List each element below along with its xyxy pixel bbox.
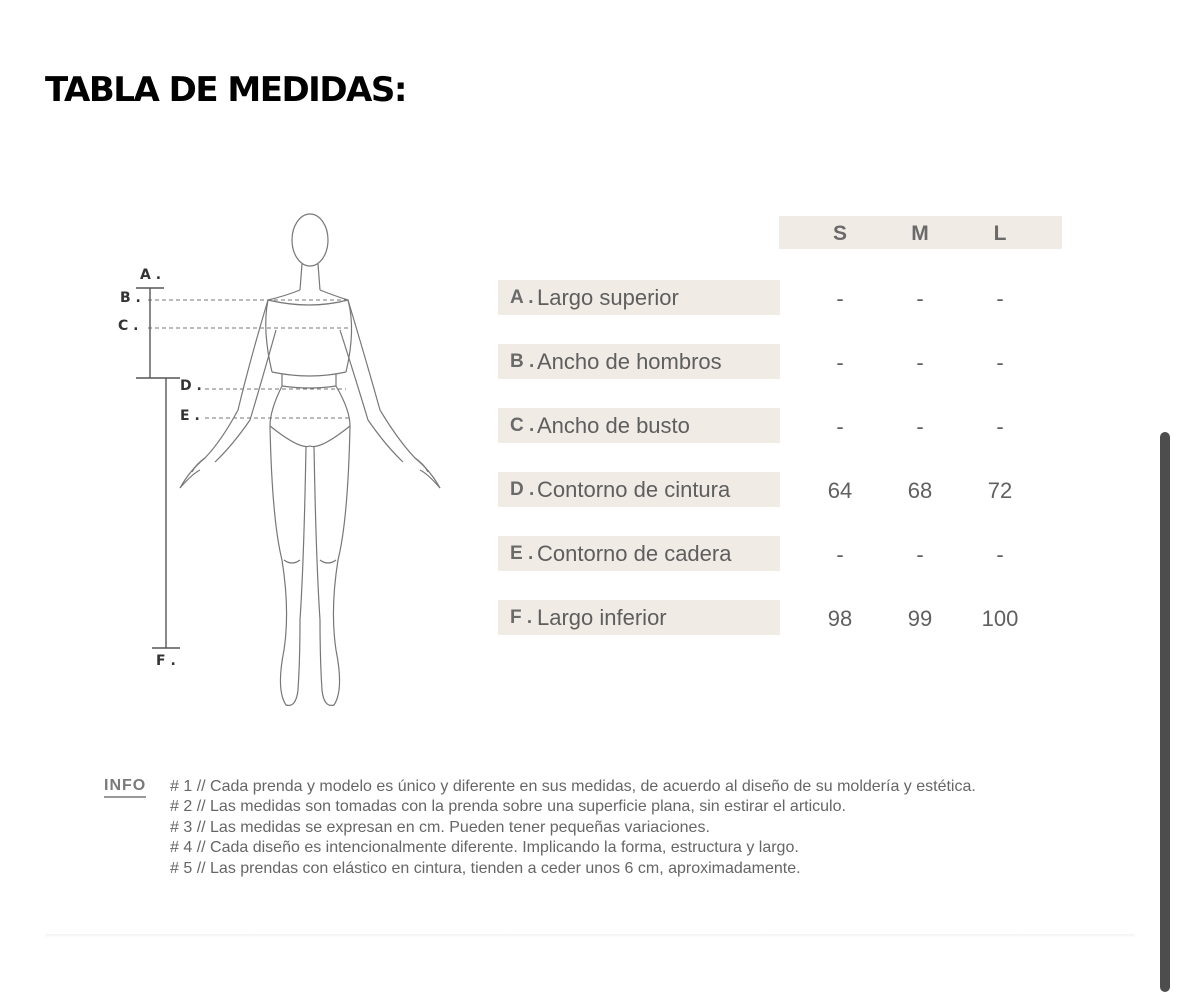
marker-c: C . <box>118 318 139 334</box>
row-name: Largo superior <box>537 284 679 310</box>
cell-a-m: - <box>916 286 924 311</box>
cell-c-m: - <box>916 414 924 439</box>
info-line-2: # 2 // Las medidas son tomadas con la prenda sobre una superficie plana, sin estirar el articulo. <box>170 798 846 815</box>
row-label-largo-superior <box>498 280 780 315</box>
cell-f-l: 100 <box>981 606 1019 631</box>
row-letter: E . <box>510 542 534 564</box>
cell-f-s: 98 <box>827 606 853 631</box>
row-letter: F . <box>510 606 533 628</box>
marker-e: E . <box>180 408 200 424</box>
size-s-label: S <box>832 222 847 245</box>
info-line-4: # 4 // Cada diseño es intencionalmente diferente. Implicando la forma, estructura y largo. <box>170 839 799 856</box>
row-letter: B . <box>510 350 535 372</box>
row-name: Ancho de busto <box>537 412 690 438</box>
info-line-5: # 5 // Las prendas con elástico en cintura, tienden a ceder unos 6 cm, aproximadamente. <box>170 860 801 877</box>
info-tag: INFO <box>104 776 146 798</box>
size-m-label: M <box>911 222 929 245</box>
row-label-ancho-de-busto <box>498 408 780 443</box>
row-name: Contorno de cadera <box>537 540 732 566</box>
info-line-3: # 3 // Las medidas se expresan en cm. Pueden tener pequeñas variaciones. <box>170 819 710 836</box>
marker-d: D . <box>180 378 202 394</box>
row-name: Contorno de cintura <box>537 476 731 502</box>
image-bottom-edge <box>45 934 1135 937</box>
row-label-ancho-de-hombros <box>498 344 780 379</box>
cell-d-l: 72 <box>987 478 1013 503</box>
row-name: Ancho de hombros <box>537 348 722 374</box>
cell-e-l: - <box>996 542 1004 567</box>
row-name: Largo inferior <box>537 604 667 630</box>
row-label-contorno-de-cintura <box>498 472 780 507</box>
row-letter: D . <box>510 478 535 500</box>
marker-b: B . <box>120 290 141 306</box>
cell-b-m: - <box>916 350 924 375</box>
size-header <box>779 216 1062 249</box>
measurement-figure-illustration <box>0 200 470 720</box>
cell-a-s: - <box>836 286 844 311</box>
row-label-largo-inferior <box>498 600 780 635</box>
cell-f-m: 99 <box>907 606 933 631</box>
cell-e-m: - <box>916 542 924 567</box>
cell-b-s: - <box>836 350 844 375</box>
cell-d-m: 68 <box>907 478 933 503</box>
row-letter: C . <box>510 414 535 436</box>
page-title: TABLA DE MEDIDAS: <box>45 70 406 110</box>
row-label-contorno-de-cadera <box>498 536 780 571</box>
size-l-label: L <box>993 222 1007 245</box>
cell-a-l: - <box>996 286 1004 311</box>
cell-b-l: - <box>996 350 1004 375</box>
cell-d-s: 64 <box>827 478 853 503</box>
vertical-scrollbar[interactable] <box>1160 432 1170 992</box>
info-line-1: # 1 // Cada prenda y modelo es único y diferente en sus medidas, de acuerdo al diseño de su moldería y estética. <box>170 778 976 795</box>
cell-e-s: - <box>836 542 844 567</box>
cell-c-l: - <box>996 414 1004 439</box>
marker-f: F . <box>156 653 176 669</box>
row-letter: A . <box>510 286 534 308</box>
marker-a: A . <box>140 267 162 283</box>
cell-c-s: - <box>836 414 844 439</box>
